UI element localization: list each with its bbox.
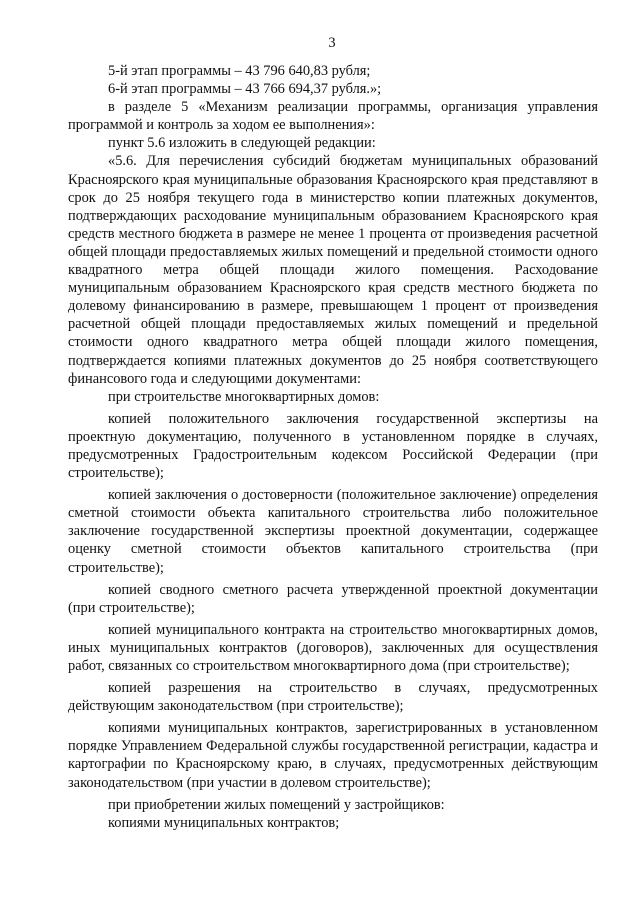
paragraph-estimate-copy: копией сводного сметного расчета утвержденной проектной документации (при строительстве); [68,581,598,616]
paragraph-purchase-contracts: копиями муниципальных контрактов; [108,814,340,831]
paragraph-reliability-copy: копией заключения о достоверности (положительное заключение) определения сметной стоимости объекта капитального строительства либо положительное заключение государственной экспертизы проектной документации, содержащее оценку сметной стоимости объектов капитального строительства (при строительстве); [68,487,598,576]
page-number: 3 [328,35,336,51]
paragraph-item-5-6-intro: пункт 5.6 изложить в следующей редакции: [108,135,376,152]
paragraph-registered-contracts: копиями муниципальных контрактов, зарегистрированных в установленном порядке Управлением Федеральной службы государственной регистрации, кадастра и картографии по Красноярскому краю, в случаях, предусмотренных действующим законодательством (при участии в долевом строительстве); [68,720,598,791]
paragraph-section-5: в разделе 5 «Механизм реализации программы, организация управления программой и контроль за ходом ее выполнения»: [68,99,598,134]
paragraph-purchase-heading: при приобретении жилых помещений у застройщиков: [108,796,445,813]
paragraph-stage-6: 6-й этап программы – 43 766 694,37 рубля.»; [108,81,382,98]
paragraph-item-5-6: «5.6. Для перечисления субсидий бюджетам муниципальных образований Красноярского края муниципальные образования Красноярского края представляют в срок до 25 ноября текущего года в министерство копии платежных документов, подтверждающих расходование муниципальным образованием Красноярского края средств местного бюджета в размере не менее 1 процента от произведения расчетной общей площади предоставляемых жилых помещений и предельной стоимости одного квадратного метра общей площади жилого помещения. Расходование муниципальным образованием Красноярского края средств местного бюджета по долевому финансированию в размере, превышающем 1 процент от произведения расчетной общей площади предоставляемых жилых помещений и предельной стоимости одного квадратного метра общей площади жилого помещения, подтверждается копиями платежных документов до 25 ноября соответствующего финансового года и следующими документами: [68,153,598,387]
paragraph-expertise-copy: копией положительного заключения государственной экспертизы на проектную документацию, полученного в установленном порядке в случаях, предусмотренных Градостроительным кодексом Российской Федерации (при строительстве); [68,410,598,482]
document-body [68,62,598,832]
paragraph-construction-heading: при строительстве многоквартирных домов: [108,388,380,405]
paragraph-stage-5: 5-й этап программы – 43 796 640,83 рубля; [108,63,371,79]
paragraph-contract-copy: копией муниципального контракта на строительство многоквартирных домов, иных муниципальных контрактов (договоров), заключенных для осуществления работ, связанных со строительством многоквартирного дома (при строительстве); [68,621,598,674]
paragraph-permit-copy: копией разрешения на строительство в случаях, предусмотренных действующим законодательством (при строительстве); [68,680,598,715]
